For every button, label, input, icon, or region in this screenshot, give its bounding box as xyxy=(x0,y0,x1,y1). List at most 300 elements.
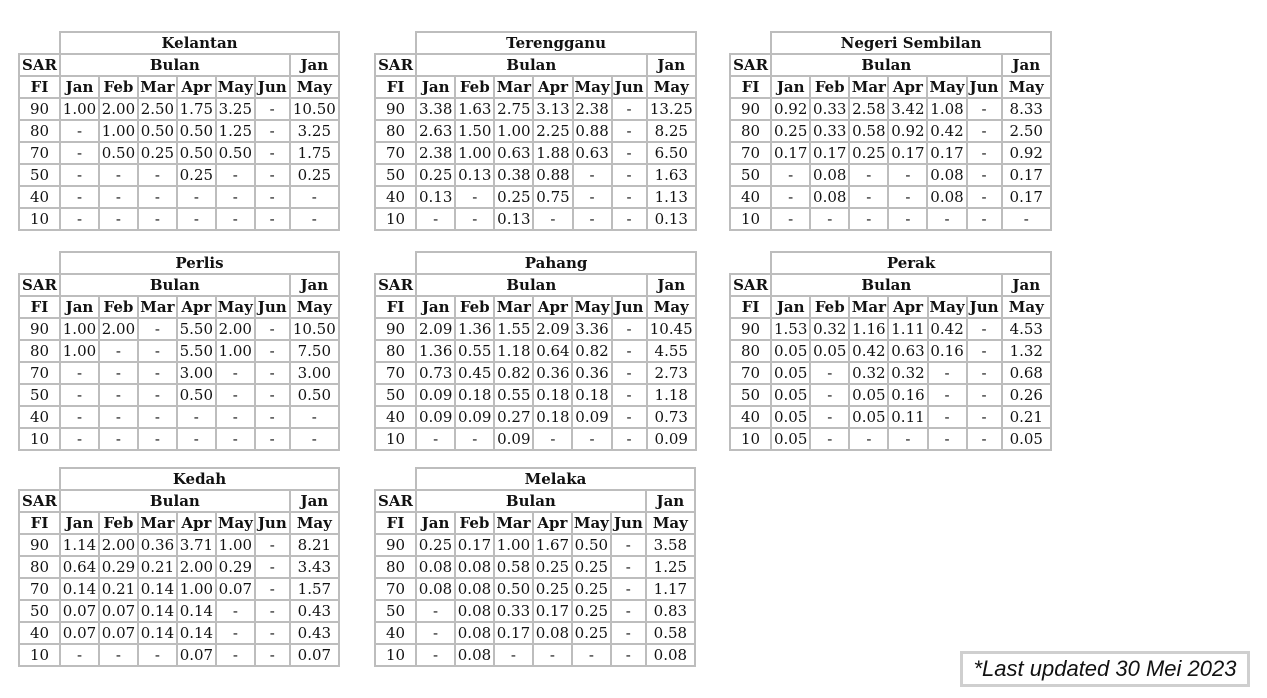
row-fi-value: 90 xyxy=(375,98,416,120)
table-cell: 0.50 xyxy=(177,384,216,406)
row-total: 8.25 xyxy=(647,120,696,142)
header-month: May xyxy=(573,514,609,532)
row-fi-value: 40 xyxy=(19,186,60,208)
table-corner xyxy=(19,468,60,490)
row-total: 10.50 xyxy=(290,98,339,120)
header-sar: SAR xyxy=(375,274,416,296)
header-month: Apr xyxy=(533,296,572,318)
table-cell: - xyxy=(255,644,290,666)
table-cell: 0.16 xyxy=(888,384,927,406)
row-fi-value: 90 xyxy=(19,318,60,340)
table-row xyxy=(375,142,696,164)
table-row xyxy=(730,164,1051,186)
table-cell: - xyxy=(810,362,849,384)
table-cell: 0.14 xyxy=(177,622,216,644)
table-cell: - xyxy=(138,340,177,362)
table-cell: - xyxy=(99,340,138,362)
table-cell: - xyxy=(849,428,888,450)
header-total-jan: Jan xyxy=(290,54,339,76)
table-cell: 0.14 xyxy=(177,600,216,622)
table-cell: 0.17 xyxy=(455,534,494,556)
header-month: Mar xyxy=(849,296,888,318)
row-fi-value: 80 xyxy=(19,340,60,362)
table-cell: 1.00 xyxy=(494,120,533,142)
header-fi: FI xyxy=(19,76,60,98)
table-cell: 1.88 xyxy=(533,142,572,164)
table-cell: - xyxy=(99,428,138,450)
header-total-jan: Jan xyxy=(1002,274,1051,296)
table-row xyxy=(19,428,339,450)
table-cell: - xyxy=(849,164,888,186)
table-cell: 0.05 xyxy=(771,428,810,450)
table-cell: - xyxy=(255,428,290,450)
row-total: 4.55 xyxy=(647,340,697,362)
table-cell: - xyxy=(612,406,647,428)
row-total: 0.43 xyxy=(290,600,339,622)
table-cell: 1.00 xyxy=(60,318,99,340)
table-cell: - xyxy=(967,98,1002,120)
table-row xyxy=(730,208,1051,230)
table-cell: - xyxy=(255,362,290,384)
row-fi-value: 40 xyxy=(730,186,771,208)
row-total: - xyxy=(290,428,339,450)
table-cell: - xyxy=(611,534,646,556)
table-cell: - xyxy=(967,428,1002,450)
table-cell: - xyxy=(60,186,99,208)
table-cell: 5.50 xyxy=(177,318,216,340)
table-cell: - xyxy=(771,208,810,230)
table-cell: 2.63 xyxy=(416,120,455,142)
table-cell: - xyxy=(255,534,290,556)
table-row xyxy=(730,384,1051,406)
header-fi: FI xyxy=(19,512,60,534)
table-corner xyxy=(730,32,771,54)
table-cell: 0.25 xyxy=(572,578,611,600)
table-row xyxy=(19,362,339,384)
header-month: Apr xyxy=(177,296,216,318)
table-cell: - xyxy=(771,164,810,186)
row-total: 0.13 xyxy=(647,208,696,230)
row-total: 0.92 xyxy=(1002,142,1052,164)
table-cell: 2.00 xyxy=(99,534,138,556)
table-cell: - xyxy=(612,318,647,340)
table-cell: - xyxy=(888,428,927,450)
table-cell: - xyxy=(533,208,572,230)
table-cell: 0.09 xyxy=(494,428,533,450)
table-cell: - xyxy=(572,644,611,666)
header-total-may: May xyxy=(647,296,697,318)
row-fi-value: 10 xyxy=(19,208,60,230)
header-month: Jan xyxy=(60,512,99,534)
table-cell: 1.00 xyxy=(99,120,138,142)
table-cell: 1.00 xyxy=(216,534,255,556)
table-cell: 2.00 xyxy=(216,318,255,340)
header-month: Feb xyxy=(455,76,494,98)
table-row xyxy=(375,556,695,578)
table-cell: - xyxy=(416,600,455,622)
table-cell: 0.05 xyxy=(771,340,810,362)
table-row xyxy=(730,318,1051,340)
table-cell: 0.25 xyxy=(533,578,572,600)
table-row xyxy=(730,98,1051,120)
table-cell: - xyxy=(612,340,647,362)
row-fi-value: 80 xyxy=(375,556,416,578)
row-total: 0.17 xyxy=(1002,164,1052,186)
header-fi: FI xyxy=(375,296,416,318)
table-cell: 3.38 xyxy=(416,98,455,120)
table-cell: - xyxy=(60,208,99,230)
table-cell: - xyxy=(494,644,533,666)
table-cell: - xyxy=(216,644,255,666)
table-cell: 0.92 xyxy=(888,120,927,142)
header-sar: SAR xyxy=(19,274,60,296)
table-title: Kedah xyxy=(60,468,339,490)
table-cell: - xyxy=(138,384,177,406)
table-cell: - xyxy=(255,120,290,142)
table-cell: 0.55 xyxy=(455,340,494,362)
table-cell: - xyxy=(99,644,138,666)
table-perlis xyxy=(18,251,340,451)
table-cell: 0.05 xyxy=(771,406,810,428)
table-cell: - xyxy=(255,600,290,622)
table-cell: 1.00 xyxy=(216,340,255,362)
row-total: 0.09 xyxy=(647,428,697,450)
header-month: Feb xyxy=(455,512,494,534)
row-total: 3.00 xyxy=(290,362,339,384)
table-cell: 0.50 xyxy=(138,120,177,142)
header-month: Jun xyxy=(255,76,290,98)
table-row xyxy=(375,318,696,340)
header-fi: FI xyxy=(19,296,60,318)
header-month: Jun xyxy=(612,76,647,98)
table-cell: - xyxy=(612,362,647,384)
table-row xyxy=(19,644,339,666)
table-cell: - xyxy=(967,120,1002,142)
table-cell: 2.50 xyxy=(138,98,177,120)
table-cell: 0.07 xyxy=(99,600,138,622)
table-cell: - xyxy=(416,428,455,450)
table-corner xyxy=(375,32,416,54)
row-total: 0.17 xyxy=(1002,186,1052,208)
table-cell: - xyxy=(216,384,255,406)
row-total: 0.68 xyxy=(1002,362,1051,384)
table-cell: - xyxy=(455,208,494,230)
table-cell: 0.17 xyxy=(927,142,966,164)
table-cell: - xyxy=(138,362,177,384)
table-cell: 1.75 xyxy=(177,98,216,120)
row-fi-value: 90 xyxy=(19,534,60,556)
table-terengganu xyxy=(374,31,697,231)
row-fi-value: 50 xyxy=(375,164,416,186)
table-corner xyxy=(730,252,771,274)
table-cell: 2.25 xyxy=(533,120,572,142)
table-cell: - xyxy=(967,164,1002,186)
table-cell: 0.07 xyxy=(177,644,216,666)
row-fi-value: 40 xyxy=(730,406,771,428)
table-cell: 0.05 xyxy=(771,384,810,406)
row-fi-value: 10 xyxy=(19,428,60,450)
row-fi-value: 70 xyxy=(375,142,416,164)
header-month: Jan xyxy=(771,296,810,318)
table-cell: - xyxy=(177,406,216,428)
table-cell: - xyxy=(416,208,455,230)
table-cell: 0.32 xyxy=(810,318,849,340)
table-cell: - xyxy=(255,340,290,362)
row-fi-value: 40 xyxy=(375,622,416,644)
row-fi-value: 70 xyxy=(375,362,416,384)
table-cell: - xyxy=(927,208,966,230)
row-fi-value: 70 xyxy=(375,578,416,600)
row-fi-value: 10 xyxy=(19,644,60,666)
table-cell: 2.00 xyxy=(99,318,138,340)
table-cell: - xyxy=(216,622,255,644)
header-month: Jan xyxy=(416,512,455,534)
row-total: 0.07 xyxy=(290,644,339,666)
row-total: 0.26 xyxy=(1002,384,1051,406)
table-cell: 0.18 xyxy=(572,384,611,406)
table-cell: - xyxy=(216,164,255,186)
header-total-may: May xyxy=(647,76,696,98)
table-row xyxy=(19,556,339,578)
row-total: 0.25 xyxy=(290,164,339,186)
header-total-may: May xyxy=(1002,76,1052,98)
table-row xyxy=(375,164,696,186)
table-cell: 0.64 xyxy=(60,556,99,578)
row-total: 0.73 xyxy=(647,406,697,428)
table-cell: - xyxy=(60,142,99,164)
header-bulan: Bulan xyxy=(416,490,646,512)
table-cell: - xyxy=(611,578,646,600)
table-title: Melaka xyxy=(416,468,695,490)
row-total: 0.43 xyxy=(290,622,339,644)
table-negeri-sembilan xyxy=(729,31,1052,231)
table-cell: 1.63 xyxy=(455,98,494,120)
table-cell: 1.55 xyxy=(494,318,533,340)
table-cell: - xyxy=(138,428,177,450)
header-month: Jun xyxy=(967,296,1002,318)
table-row xyxy=(375,428,696,450)
row-total: 0.50 xyxy=(290,384,339,406)
row-total: 0.08 xyxy=(646,644,695,666)
table-cell: 1.67 xyxy=(533,534,572,556)
header-bulan: Bulan xyxy=(416,274,646,296)
row-total: 1.32 xyxy=(1002,340,1051,362)
table-cell: 3.36 xyxy=(572,318,611,340)
table-row xyxy=(19,208,339,230)
header-month: Apr xyxy=(177,76,216,98)
table-cell: - xyxy=(416,644,455,666)
table-cell: 0.92 xyxy=(771,98,810,120)
header-month: Jan xyxy=(60,76,99,98)
header-month: Mar xyxy=(494,76,533,98)
table-cell: 0.25 xyxy=(416,164,455,186)
row-fi-value: 70 xyxy=(19,578,60,600)
row-total: 1.18 xyxy=(647,384,697,406)
table-row xyxy=(730,142,1051,164)
row-fi-value: 80 xyxy=(375,120,416,142)
table-cell: 5.50 xyxy=(177,340,216,362)
row-fi-value: 70 xyxy=(19,362,60,384)
row-total: 10.45 xyxy=(647,318,697,340)
row-fi-value: 80 xyxy=(19,556,60,578)
table-row xyxy=(730,362,1051,384)
table-cell: 1.14 xyxy=(60,534,99,556)
table-cell: 0.05 xyxy=(771,362,810,384)
table-corner xyxy=(375,252,416,274)
table-cell: 0.58 xyxy=(494,556,533,578)
header-month: Mar xyxy=(138,76,177,98)
table-cell: 0.36 xyxy=(572,362,611,384)
table-cell: - xyxy=(216,362,255,384)
header-month: May xyxy=(928,296,967,318)
row-fi-value: 80 xyxy=(730,120,771,142)
header-month: Mar xyxy=(138,512,177,534)
row-total: 6.50 xyxy=(647,142,696,164)
header-month: Apr xyxy=(888,296,927,318)
table-cell: 3.25 xyxy=(216,98,255,120)
table-cell: 0.75 xyxy=(533,186,572,208)
table-cell: 0.09 xyxy=(416,406,455,428)
header-month: Feb xyxy=(455,296,494,318)
table-title: Pahang xyxy=(416,252,696,274)
table-corner xyxy=(19,252,60,274)
table-cell: 0.05 xyxy=(849,406,888,428)
row-total: 7.50 xyxy=(290,340,339,362)
header-bulan: Bulan xyxy=(416,54,646,76)
row-total: 1.13 xyxy=(647,186,696,208)
header-month: May xyxy=(217,514,253,532)
table-cell: - xyxy=(255,622,290,644)
row-total: 0.83 xyxy=(646,600,695,622)
table-row xyxy=(375,362,696,384)
table-cell: - xyxy=(416,622,455,644)
row-total: 1.17 xyxy=(646,578,695,600)
table-cell: 2.00 xyxy=(99,98,138,120)
table-cell: 0.27 xyxy=(494,406,533,428)
table-cell: 3.00 xyxy=(177,362,216,384)
row-fi-value: 50 xyxy=(375,600,416,622)
table-cell: - xyxy=(771,186,810,208)
table-row xyxy=(375,534,695,556)
table-cell: - xyxy=(612,120,647,142)
row-fi-value: 10 xyxy=(375,644,416,666)
header-month: Jan xyxy=(416,76,455,98)
row-fi-value: 90 xyxy=(730,318,771,340)
table-kelantan xyxy=(18,31,340,231)
table-cell: 0.05 xyxy=(810,340,849,362)
table-cell: 0.45 xyxy=(455,362,494,384)
row-fi-value: 10 xyxy=(730,428,771,450)
table-cell: - xyxy=(216,186,255,208)
table-row xyxy=(730,428,1051,450)
table-cell: 0.73 xyxy=(416,362,455,384)
table-cell: 0.32 xyxy=(888,362,927,384)
row-fi-value: 10 xyxy=(375,428,416,450)
header-month: Jun xyxy=(611,512,646,534)
table-cell: 0.07 xyxy=(60,622,99,644)
table-row xyxy=(19,164,339,186)
table-row xyxy=(19,578,339,600)
row-fi-value: 70 xyxy=(730,142,771,164)
table-cell: - xyxy=(928,362,967,384)
row-total: 1.63 xyxy=(647,164,696,186)
table-cell: 0.50 xyxy=(177,120,216,142)
table-row xyxy=(19,142,339,164)
row-fi-value: 50 xyxy=(19,164,60,186)
header-total-may: May xyxy=(290,76,339,98)
table-cell: - xyxy=(810,384,849,406)
table-cell: 0.29 xyxy=(216,556,255,578)
table-cell: - xyxy=(573,208,612,230)
table-cell: 0.82 xyxy=(494,362,533,384)
header-total-jan: Jan xyxy=(647,274,697,296)
table-row xyxy=(375,578,695,600)
row-fi-value: 40 xyxy=(375,186,416,208)
row-fi-value: 90 xyxy=(19,98,60,120)
row-fi-value: 50 xyxy=(19,600,60,622)
table-cell: - xyxy=(611,556,646,578)
table-cell: 1.16 xyxy=(849,318,888,340)
table-cell: - xyxy=(967,384,1002,406)
header-month: Jun xyxy=(967,76,1002,98)
header-sar: SAR xyxy=(375,54,416,76)
header-total-may: May xyxy=(290,296,339,318)
table-cell: 0.32 xyxy=(849,362,888,384)
table-cell: - xyxy=(216,600,255,622)
table-cell: 1.18 xyxy=(494,340,533,362)
table-kedah xyxy=(18,467,340,667)
table-cell: - xyxy=(138,208,177,230)
table-cell: 0.38 xyxy=(494,164,533,186)
row-total: 4.53 xyxy=(1002,318,1051,340)
header-sar: SAR xyxy=(19,490,60,512)
header-total-jan: Jan xyxy=(646,490,695,512)
table-perak xyxy=(729,251,1052,451)
table-cell: - xyxy=(177,208,216,230)
table-cell: 2.00 xyxy=(177,556,216,578)
table-cell: 0.08 xyxy=(927,164,966,186)
table-cell: - xyxy=(138,318,177,340)
table-row xyxy=(375,340,696,362)
table-cell: - xyxy=(99,186,138,208)
row-total: 8.33 xyxy=(1002,98,1052,120)
table-title: Kelantan xyxy=(60,32,339,54)
table-cell: - xyxy=(967,142,1002,164)
row-fi-value: 70 xyxy=(730,362,771,384)
header-total-jan: Jan xyxy=(290,274,339,296)
header-month: Feb xyxy=(810,296,849,318)
table-row xyxy=(375,98,696,120)
table-cell: - xyxy=(138,186,177,208)
header-month: Jan xyxy=(60,296,99,318)
table-cell: 0.25 xyxy=(533,556,572,578)
header-total-may: May xyxy=(1002,296,1051,318)
table-cell: 1.36 xyxy=(416,340,455,362)
table-cell: 0.50 xyxy=(494,578,533,600)
header-bulan: Bulan xyxy=(60,274,290,296)
row-total: - xyxy=(290,406,339,428)
table-cell: 0.64 xyxy=(533,340,572,362)
table-cell: - xyxy=(572,428,611,450)
table-row xyxy=(730,120,1051,142)
table-cell: 0.21 xyxy=(99,578,138,600)
table-cell: 3.13 xyxy=(533,98,572,120)
table-cell: 0.14 xyxy=(138,578,177,600)
header-month: Feb xyxy=(99,296,138,318)
table-cell: 0.17 xyxy=(494,622,533,644)
table-cell: 0.25 xyxy=(572,556,611,578)
table-row xyxy=(19,186,339,208)
